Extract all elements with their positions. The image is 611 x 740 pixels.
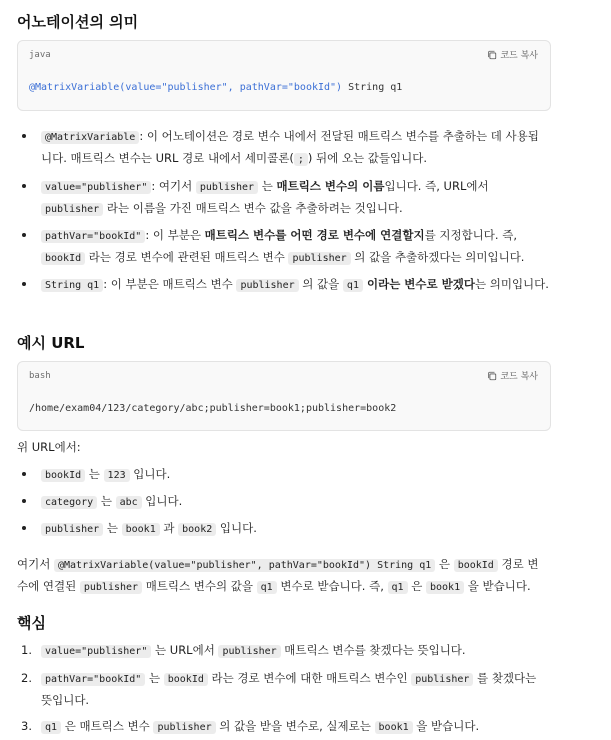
- list-item-text: 의 값을: [298, 277, 343, 291]
- list-item-text: : 여기서: [151, 179, 196, 193]
- section-title-annotation-meaning: 어노테이션의 의미: [17, 13, 139, 31]
- list-item-text: 매트릭스 변수를 찾겠다는 뜻입니다.: [280, 643, 466, 657]
- bold-text: 매트릭스 변수의 이름: [276, 179, 385, 193]
- bullet-dot: [22, 282, 26, 286]
- paragraph-text: 매트릭스 변수의 값을: [142, 579, 257, 593]
- paragraph-text: 은: [407, 579, 426, 593]
- copy-code-button[interactable]: [487, 48, 538, 61]
- bash-code-block: [17, 361, 551, 431]
- list-number: 1.: [21, 643, 32, 657]
- java-code-block: [17, 40, 551, 111]
- inline-code: book1: [122, 523, 160, 536]
- list-number: 3.: [21, 719, 32, 733]
- inline-code: bookId: [454, 559, 498, 572]
- inline-code: publisher: [218, 645, 280, 658]
- inline-code: ;: [294, 153, 308, 166]
- bold-text: 이라는 변수로 받겠다: [362, 277, 475, 291]
- code-annotation: @MatrixVariable(value="publisher", pathVar="bookId"): [29, 82, 343, 93]
- list-item-text: 입니다. 즉, URL에서: [384, 179, 489, 193]
- list-item-text: ) 뒤에 오는 값들입니다.: [307, 151, 427, 165]
- inline-code: publisher: [153, 721, 215, 734]
- bullet-dot: [22, 499, 26, 503]
- list-item-text: 라는 경로 변수에 관련된 매트릭스 변수: [85, 250, 289, 264]
- paragraph-text: 을 받습니다.: [464, 579, 531, 593]
- code-language-label: java: [29, 50, 51, 60]
- inline-code: publisher: [236, 279, 298, 292]
- inline-code: book1: [426, 581, 464, 594]
- list-item: [17, 225, 549, 269]
- inline-code: String q1: [41, 279, 103, 292]
- bold-text: 매트릭스 변수를 어떤 경로 변수에 연결할지: [204, 228, 425, 242]
- list-item: [17, 464, 549, 486]
- section-title-example-url: 예시 URL: [17, 334, 85, 352]
- list-item-text: : 이 부분은: [145, 228, 205, 242]
- inline-code: publisher: [41, 523, 103, 536]
- bullet-dot: [22, 233, 26, 237]
- numbered-list-item: [17, 640, 549, 662]
- inline-code: category: [41, 496, 97, 509]
- list-item-text: 라는 경로 변수에 대한 매트릭스 변수인: [207, 671, 412, 685]
- paragraph-text: 경로 변수에 연결된: [17, 557, 539, 593]
- list-item-text: 입니다.: [216, 521, 257, 535]
- list-item-text: 라는 이름을 가진 매트릭스 변수 값을 추출하려는 것입니다.: [103, 201, 403, 215]
- list-item-text: 는 URL에서: [151, 643, 219, 657]
- list-item-text: 을 받습니다.: [412, 719, 480, 733]
- inline-code: publisher: [196, 181, 258, 194]
- section-title-key-points: 핵심: [17, 614, 46, 632]
- inline-code: bookId: [41, 252, 85, 265]
- list-item-text: 과: [159, 521, 179, 535]
- list-item-text: 를 찾겠다는 뜻입니다.: [41, 671, 537, 707]
- list-item: [17, 274, 549, 296]
- inline-code: pathVar="bookId": [41, 673, 145, 686]
- numbered-list-item: [17, 668, 549, 710]
- list-number: 2.: [21, 671, 32, 685]
- inline-code: q1: [257, 581, 277, 594]
- inline-code: publisher: [288, 252, 350, 265]
- inline-code: q1: [343, 279, 363, 292]
- inline-code: abc: [116, 496, 142, 509]
- code-language-label: bash: [29, 371, 51, 381]
- inline-code: book1: [375, 721, 413, 734]
- bullet-dot: [22, 526, 26, 530]
- list-item-text: 입니다.: [141, 494, 183, 508]
- list-item-text: 는: [258, 179, 277, 193]
- copy-icon: [487, 371, 497, 381]
- numbered-list-item: [17, 716, 549, 738]
- paragraph-intro: 위 URL에서:: [17, 440, 81, 454]
- inline-code: value="publisher": [41, 645, 151, 658]
- bullet-dot: [22, 472, 26, 476]
- bullet-dot: [22, 184, 26, 188]
- paragraph-summary: [17, 554, 549, 598]
- inline-code: @MatrixVariable(value="publisher", pathVar="bookId") String q1: [54, 559, 435, 572]
- inline-code: publisher: [411, 673, 473, 686]
- inline-code: q1: [41, 721, 61, 734]
- code-line: [29, 82, 402, 93]
- list-item-text: 는: [103, 521, 122, 535]
- list-item-text: 는: [97, 494, 116, 508]
- list-item-text: 입니다.: [129, 467, 171, 481]
- copy-code-label: 코드 복사: [500, 51, 538, 61]
- list-item: [17, 176, 549, 220]
- copy-icon: [487, 50, 497, 60]
- code-line: /home/exam04/123/category/abc;publisher=book1;publisher=book2: [29, 403, 397, 414]
- list-item: [17, 491, 549, 513]
- inline-code: 123: [104, 469, 130, 482]
- paragraph-text: 변수로 받습니다. 즉,: [276, 579, 388, 593]
- inline-code: publisher: [41, 203, 103, 216]
- inline-code: book2: [178, 523, 216, 536]
- copy-code-button[interactable]: [487, 369, 538, 382]
- inline-code: bookId: [164, 673, 208, 686]
- bullet-dot: [22, 134, 26, 138]
- list-item: [17, 518, 549, 540]
- list-item-text: 는: [145, 671, 164, 685]
- list-item-text: : 이 어노테이션은 경로 변수 내에서 전달된 매트릭스 변수를 추출하는 데 사용됩니다. 매트릭스 변수는 URL 경로 내에서 세미콜론(: [41, 129, 539, 165]
- list-item-text: 은 매트릭스 변수: [61, 719, 154, 733]
- inline-code: q1: [388, 581, 408, 594]
- inline-code: value="publisher": [41, 181, 151, 194]
- paragraph-text: 은: [435, 557, 454, 571]
- list-item-text: 를 지정합니다. 즉,: [424, 228, 517, 242]
- list-item-text: 의 값을 받을 변수로, 실제로는: [215, 719, 375, 733]
- copy-code-label: 코드 복사: [500, 372, 538, 382]
- list-item-text: 의 값을 추출하겠다는 의미입니다.: [350, 250, 525, 264]
- list-item-text: : 이 부분은 매트릭스 변수: [103, 277, 237, 291]
- list-item-text: 는 의미입니다.: [474, 277, 549, 291]
- code-rest: String q1: [342, 82, 403, 93]
- inline-code: @MatrixVariable: [41, 131, 139, 144]
- list-item: [17, 126, 549, 170]
- list-item-text: 는: [85, 467, 104, 481]
- paragraph-text: 여기서: [17, 557, 54, 571]
- inline-code: bookId: [41, 469, 85, 482]
- inline-code: pathVar="bookId": [41, 230, 145, 243]
- inline-code: publisher: [80, 581, 142, 594]
